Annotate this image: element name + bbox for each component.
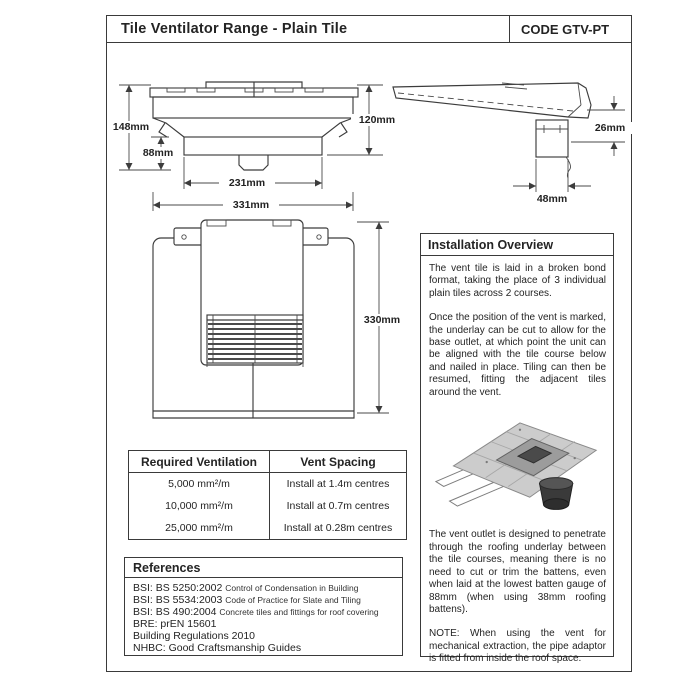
reference-item <box>133 618 394 630</box>
reference-item <box>133 594 394 606</box>
ventilation-value-cell: 5,000 mm²/m <box>168 478 230 490</box>
side-outlet-width-dim-label: 48mm <box>527 193 577 205</box>
installation-paragraph-2: Once the position of the vent is marked, the underlay can be cut to allow for the base outlet, at which point the unit can be aligned with the tile course below and nailed in place. Tiling can then be resumed, fitting the adjacent tiles around the vent. <box>429 312 606 398</box>
table-row <box>129 495 407 517</box>
installation-overview-body <box>421 256 613 682</box>
installation-illustration-wrap <box>429 411 606 519</box>
installation-overview-title: Installation Overview <box>421 234 613 256</box>
vent-spacing-cell: Install at 0.28m centres <box>270 517 407 540</box>
reference-desc: Control of Condensation in Building <box>225 583 359 593</box>
side-view-drawing <box>393 83 591 178</box>
reference-item <box>133 642 394 654</box>
reference-item <box>133 582 394 594</box>
ventilation-value-cell: 25,000 mm²/m <box>165 522 233 534</box>
installation-note: NOTE: When using the vent for mechanical extraction, the pipe adaptor is fitted from inside the roof space. <box>429 628 606 665</box>
ventilation-table-header-spacing: Vent Spacing <box>270 451 407 473</box>
reference-desc: Code of Practice for Slate and Tiling <box>225 595 361 606</box>
front-outer-width-dim-label: 331mm <box>223 199 279 211</box>
roof-installation-isometric-illustration <box>430 411 606 515</box>
front-right-height-dim-label: 120mm <box>351 114 403 126</box>
reference-item <box>133 630 394 642</box>
product-code: CODE GTV-PT <box>509 16 631 42</box>
ventilation-table-header-row <box>129 451 407 473</box>
side-thickness-dim-label: 26mm <box>588 122 632 134</box>
table-row <box>129 517 407 540</box>
ventilation-table <box>128 450 407 540</box>
references-panel <box>124 557 403 656</box>
reference-code: BRE: prEN 15601 <box>133 618 217 631</box>
reference-code: BSI: BS 490:2004 <box>133 606 217 619</box>
vent-spacing-cell: Install at 0.7m centres <box>270 495 407 517</box>
datasheet-page <box>106 15 632 672</box>
reference-desc: Concrete tiles and fittings for roof covering <box>219 607 379 618</box>
front-view-drawing <box>150 82 358 170</box>
page-title: Tile Ventilator Range - Plain Tile <box>121 21 348 37</box>
installation-paragraph-3: The vent outlet is designed to penetrate through the roofing underlay between the tile courses, meaning there is no need to cut or trim the battens, even when laid at the lowest batten gauge of 88mm (when using 38mm roofing battens). <box>429 529 606 615</box>
plan-view-drawing <box>153 220 354 418</box>
installation-overview-panel <box>420 233 614 665</box>
vent-spacing-cell: Install at 1.4m centres <box>270 473 407 496</box>
table-row <box>129 473 407 496</box>
reference-code: BSI: BS 5534:2003 <box>133 594 223 607</box>
front-lower-height-dim-label: 88mm <box>138 147 178 159</box>
front-total-height-dim-label: 148mm <box>109 121 153 133</box>
plan-height-dim-label: 330mm <box>356 314 408 326</box>
references-title: References <box>125 558 402 578</box>
reference-code: NHBC: Good Craftsmanship Guides <box>133 642 302 655</box>
reference-code: BSI: BS 5250:2002 <box>133 582 223 594</box>
front-inner-width-dim-label: 231mm <box>219 177 275 189</box>
references-list <box>125 578 402 657</box>
installation-paragraph-1: The vent tile is laid in a broken bond format, taking the place of 3 individual plain tiles across 2 courses. <box>429 263 606 299</box>
reference-code: Building Regulations 2010 <box>133 630 256 643</box>
ventilation-value-cell: 10,000 mm²/m <box>165 500 233 512</box>
ventilation-table-header-required: Required Ventilation <box>129 451 270 473</box>
reference-item <box>133 606 394 618</box>
